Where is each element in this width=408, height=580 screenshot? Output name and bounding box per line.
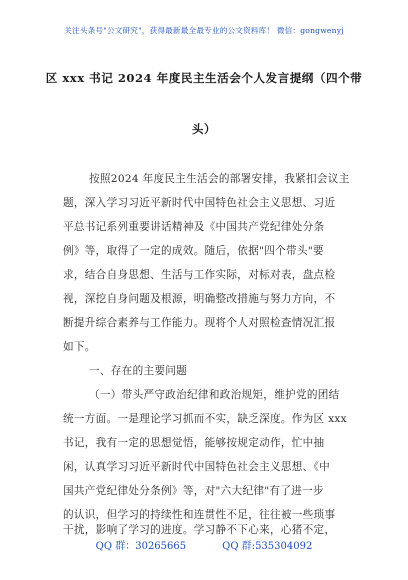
section-heading: 一、存在的主要问题 bbox=[89, 365, 188, 377]
header-promo-note: 关注头条号"公文研究"，获得最新最全最专业的公文资料库！ 微信：gongwenyj bbox=[64, 26, 344, 35]
body-line: 视，深挖自身问题及根源，明确整改措施与努力方向，不 bbox=[63, 293, 336, 305]
body-line: 平总书记系列重要讲话精神及《中国共产党纪律处分条 bbox=[63, 221, 325, 233]
footer-qq-group-2: QQ 群:535304092 bbox=[222, 541, 313, 552]
body-line: 例》等，取得了一定的成效。随后，依据"四个带头"要 bbox=[63, 245, 324, 257]
body-line: 国共产党纪律处分条例》等，对"六大纪律"有了进一步 bbox=[63, 485, 324, 497]
footer-qq-group-1: QQ 群：30265665 bbox=[95, 541, 187, 552]
document-title-line-1: 区 xxx 书记 2024 年度民主生活会个人发言提纲（四个带 bbox=[45, 71, 363, 85]
body-line: （一）带头严守政治纪律和政治规矩，维护党的团结 bbox=[89, 389, 340, 401]
body-line: 按照2024 年度民主生活会的部署安排，我紧扣会议主 bbox=[89, 173, 350, 185]
body-line: 干扰，影响了学习的进度。学习静不下心来，心猪不定， bbox=[63, 524, 336, 536]
body-line: 求，结合自身思想、生活与工作实际，对标对表，盘点检 bbox=[63, 269, 336, 281]
body-line: 统一方面。一是理论学习抓而不实，缺乏深度。作为区 xxx bbox=[63, 413, 347, 425]
body-line: 题，深入学习习近平新时代中国特色社会主义思想、习近 bbox=[63, 197, 336, 209]
document-title-line-2: 头） bbox=[191, 122, 217, 136]
footer-contact bbox=[0, 537, 408, 552]
body-line: 书记，我有一定的思想觉悟，能够按规定动作，忙中抽 bbox=[63, 437, 325, 449]
body-line: 的认识，但学习的持续性和连贯性不足，往往被一些琐事 bbox=[63, 509, 336, 521]
body-line: 闲，认真学习习近平新时代中国特色社会主义思想、《中 bbox=[63, 461, 331, 473]
body-line: 断提升综合素养与工作能力。现将个人对照检查情况汇报 bbox=[63, 317, 336, 329]
body-line: 如下。 bbox=[63, 341, 96, 353]
